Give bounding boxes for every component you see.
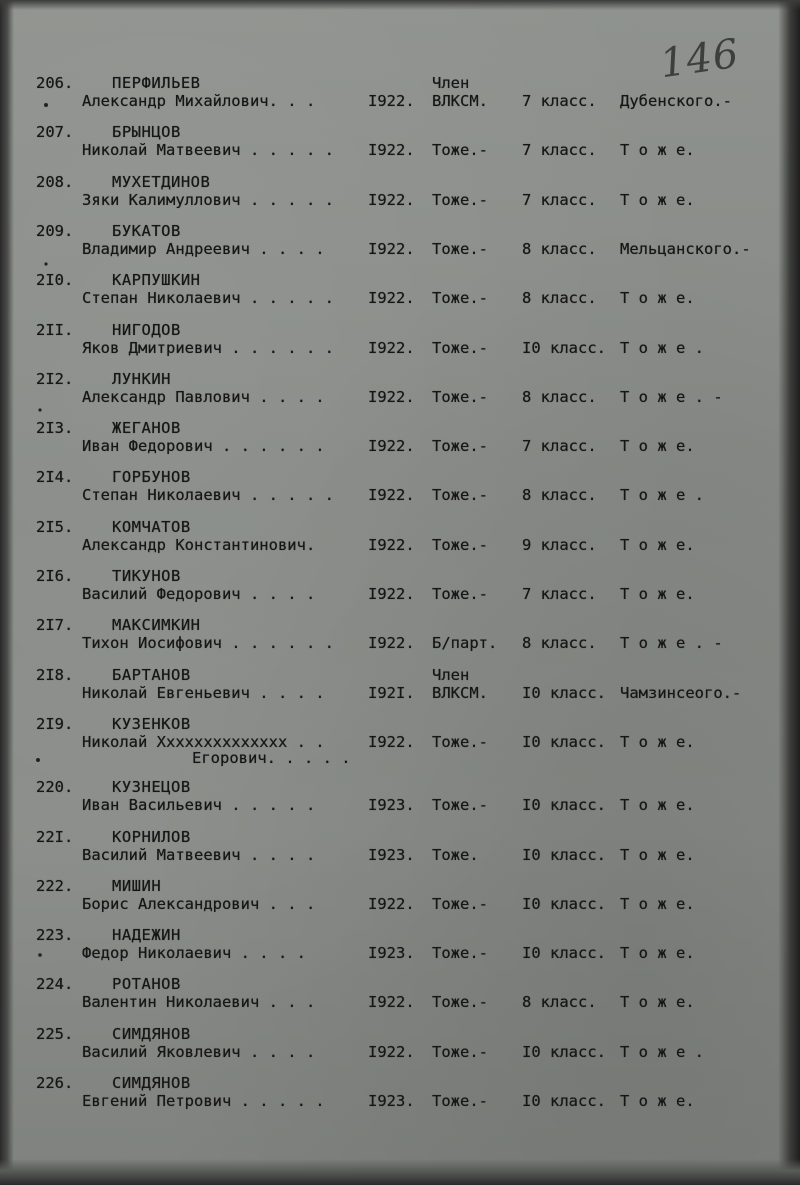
entry-birth-year: I922. (368, 387, 415, 406)
entry-given-names: Александр Михайлович. . . (82, 92, 316, 110)
entry-membership: Тоже.- (432, 732, 488, 751)
entry-given-names: Зяки Калимуллович . . . . . (82, 190, 334, 209)
entry-number: 207. (36, 123, 74, 142)
entry-grade: I0 класс. (522, 845, 606, 864)
ink-dot (44, 262, 47, 265)
entry-school: Т о ж е. (620, 585, 695, 603)
entry-school: Т о ж е. (620, 796, 695, 815)
entry-given-names: Николай Матвеевич . . . . . (82, 141, 334, 160)
entry-surname: ЖЕГАНОВ (112, 419, 181, 438)
entry-school: Т о ж е. (620, 845, 695, 864)
entry-given-names: Александр Константинович. (82, 535, 316, 554)
entry-membership: Тоже.- (432, 387, 488, 406)
entry-surname: КУЗЕНКОВ (112, 714, 191, 733)
entry-given-names: Василий Федорович . . . . (82, 585, 316, 603)
entry-given-names: Степан Николаевич . . . . . (82, 289, 334, 308)
entry-grade: 8 класс. (522, 387, 597, 406)
entry-birth-year: I922. (368, 1042, 415, 1061)
entry-given-names: Тихон Иосифович . . . . . . (82, 634, 334, 653)
entry-surname: НИГОДОВ (112, 320, 181, 339)
entry-surname: МАКСИМКИН (112, 616, 201, 635)
entry-grade: 9 класс. (522, 535, 597, 554)
ink-dot (44, 103, 48, 107)
entry-surname: КОМЧАТОВ (112, 517, 191, 536)
entry-birth-year: I923. (368, 845, 415, 864)
entry-membership: Тоже.- (432, 289, 488, 308)
entry-surname: ТИКУНОВ (112, 567, 181, 585)
entry-membership-top: Член (432, 665, 470, 684)
entry-surname: СИМДЯНОВ (112, 1074, 191, 1092)
entry-membership: Тоже.- (432, 141, 488, 160)
entry-given-names: Владимир Андреевич . . . . (82, 239, 325, 258)
entry-number: 220. (36, 778, 74, 797)
entry-given-names: Василий Матвеевич . . . . (82, 845, 316, 864)
entry-given-names: Василий Яковлевич . . . . (82, 1042, 316, 1061)
entry-school: Т о ж е . - (620, 387, 723, 406)
entry-number: 2I5. (36, 517, 74, 536)
entry-grade: I0 класс. (522, 338, 606, 357)
entry-number: 2I9. (36, 714, 74, 733)
entry-number: 225. (36, 1024, 74, 1043)
entry-given-names: Евгений Петрович . . . . . (82, 1092, 325, 1110)
entry-birth-year: I922. (368, 535, 415, 554)
entry-birth-year: I922. (368, 486, 415, 505)
entry-surname: МИШИН (112, 876, 162, 895)
entry-school: Чамзинсеого.- (620, 683, 742, 702)
entry-birth-year: I922. (368, 894, 415, 913)
entry-membership: ВЛКСМ. (432, 92, 488, 110)
entry-membership: Тоже. (432, 845, 479, 864)
entry-grade: I0 класс. (522, 1042, 606, 1061)
entry-number: 2I8. (36, 665, 74, 684)
ink-dot (38, 953, 42, 957)
entry-membership: Тоже.- (432, 190, 488, 209)
entry-grade: 8 класс. (522, 634, 597, 653)
entry-birth-year: I922. (368, 239, 415, 258)
entry-school: Дубенского.- (620, 92, 732, 110)
entry-birth-year: I922. (368, 437, 415, 456)
entry-number: 2I2. (36, 369, 74, 388)
entry-school: Т о ж е. (620, 732, 695, 751)
entry-number: 208. (36, 172, 74, 191)
ink-dot (38, 408, 41, 411)
entry-membership: Тоже.- (432, 486, 488, 505)
entry-school: Т о ж е. (620, 289, 695, 308)
entry-membership: Тоже.- (432, 338, 488, 357)
entry-number: 226. (36, 1074, 74, 1092)
entry-grade: 8 класс. (522, 993, 597, 1012)
entry-birth-year: I923. (368, 944, 415, 963)
entry-school: Т о ж е . (620, 338, 704, 357)
entry-surname: БУКАТОВ (112, 221, 181, 240)
entry-birth-year: I923. (368, 796, 415, 815)
entry-number: 2II. (36, 320, 74, 339)
entry-given-names: Николай Евгеньевич . . . . (82, 683, 325, 702)
entry-birth-year: I922. (368, 190, 415, 209)
entry-number: 209. (36, 221, 74, 240)
entry-number: 222. (36, 876, 74, 895)
entry-membership: Тоже.- (432, 796, 488, 815)
entry-grade: I0 класс. (522, 683, 606, 702)
entry-number: 2I7. (36, 616, 74, 635)
entry-grade: I0 класс. (522, 944, 606, 963)
entry-given-names: Федор Николаевич . . . . (82, 944, 306, 963)
entry-birth-year: I922. (368, 338, 415, 357)
handwritten-page-number: 146 (657, 30, 743, 88)
entry-given-names-continued: Егорович. . . . . (192, 748, 351, 767)
entry-number: 22I. (36, 827, 74, 846)
entry-membership: Тоже.- (432, 239, 488, 258)
entry-grade: 7 класс. (522, 437, 597, 456)
entry-number: 2I6. (36, 567, 74, 585)
entry-birth-year: I922. (368, 92, 415, 110)
entry-school: Т о ж е. (620, 141, 695, 160)
ink-dot (36, 758, 40, 762)
entry-grade: 7 класс. (522, 141, 597, 160)
entry-grade: 7 класс. (522, 585, 597, 603)
entry-surname: ГОРБУНОВ (112, 468, 191, 487)
entry-birth-year: I92I. (368, 683, 415, 702)
entry-membership-top: Член (432, 74, 470, 92)
entry-grade: I0 класс. (522, 796, 606, 815)
entry-school: Т о ж е. (620, 944, 695, 963)
entry-school: Мельцанского.- (620, 239, 751, 258)
entry-given-names: Яков Дмитриевич . . . . . . (82, 338, 334, 357)
entry-membership: Тоже.- (432, 437, 488, 456)
entry-school: Т о ж е . (620, 486, 704, 505)
entry-membership: Тоже.- (432, 944, 488, 963)
entry-birth-year: I922. (368, 289, 415, 308)
entry-school: Т о ж е. (620, 437, 695, 456)
entry-given-names: Борис Александрович . . . (82, 894, 316, 913)
entry-grade: 8 класс. (522, 239, 597, 258)
entry-surname: ПЕРФИЛЬЕВ (112, 74, 201, 92)
entry-given-names: Валентин Николаевич . . . (82, 993, 316, 1012)
entry-number: 224. (36, 975, 74, 994)
entry-surname: МУХЕТДИНОВ (112, 172, 211, 191)
entry-number: 2I4. (36, 468, 74, 487)
entry-number: 2I0. (36, 271, 74, 290)
entry-school: Т о ж е. (620, 1092, 695, 1110)
entry-school: Т о ж е. (620, 190, 695, 209)
entry-membership: Тоже.- (432, 894, 488, 913)
entry-surname: БРЫНЦОВ (112, 123, 181, 142)
entry-grade: 7 класс. (522, 92, 597, 110)
entry-given-names: Иван Федорович . . . . . . (82, 437, 325, 456)
entry-membership: Тоже.- (432, 1092, 488, 1110)
entry-grade: I0 класс. (522, 894, 606, 913)
entry-birth-year: I922. (368, 141, 415, 160)
entry-grade: I0 класс. (522, 732, 606, 751)
entry-surname: ЛУНКИН (112, 369, 171, 388)
entry-number: 2I3. (36, 419, 74, 438)
entry-birth-year: I923. (368, 1092, 415, 1110)
entry-school: Т о ж е . (620, 1042, 704, 1061)
entry-surname: БАРТАНОВ (112, 665, 191, 684)
entry-surname: КОРНИЛОВ (112, 827, 191, 846)
entry-membership: Б/парт. (432, 634, 498, 653)
entry-surname: СИМДЯНОВ (112, 1024, 191, 1043)
entry-membership: Тоже.- (432, 535, 488, 554)
entry-membership: Тоже.- (432, 585, 488, 603)
entry-grade: I0 класс. (522, 1092, 606, 1110)
entry-grade: 8 класс. (522, 486, 597, 505)
entry-given-names: Николай Xxxxxxxxxxxxxx . . (82, 732, 325, 751)
entry-birth-year: I922. (368, 732, 415, 751)
entry-birth-year: I922. (368, 634, 415, 653)
entry-school: Т о ж е . - (620, 634, 723, 653)
entry-membership: Тоже.- (432, 1042, 488, 1061)
entry-given-names: Александр Павлович . . . . (82, 387, 325, 406)
entry-birth-year: I922. (368, 585, 415, 603)
entry-school: Т о ж е. (620, 993, 695, 1012)
entry-surname: РОТАНОВ (112, 975, 181, 994)
entry-number: 206. (36, 74, 74, 92)
entry-school: Т о ж е. (620, 894, 695, 913)
entry-surname: КАРПУШКИН (112, 271, 201, 290)
entry-grade: 8 класс. (522, 289, 597, 308)
entry-given-names: Степан Николаевич . . . . . (82, 486, 334, 505)
entry-school: Т о ж е. (620, 535, 695, 554)
entry-surname: КУЗНЕЦОВ (112, 778, 191, 797)
entry-given-names: Иван Васильевич . . . . . (82, 796, 316, 815)
entry-grade: 7 класс. (522, 190, 597, 209)
entry-membership: Тоже.- (432, 993, 488, 1012)
entry-surname: НАДЕЖИН (112, 926, 181, 945)
entry-number: 223. (36, 926, 74, 945)
entry-membership: ВЛКСМ. (432, 683, 488, 702)
entry-birth-year: I922. (368, 993, 415, 1012)
